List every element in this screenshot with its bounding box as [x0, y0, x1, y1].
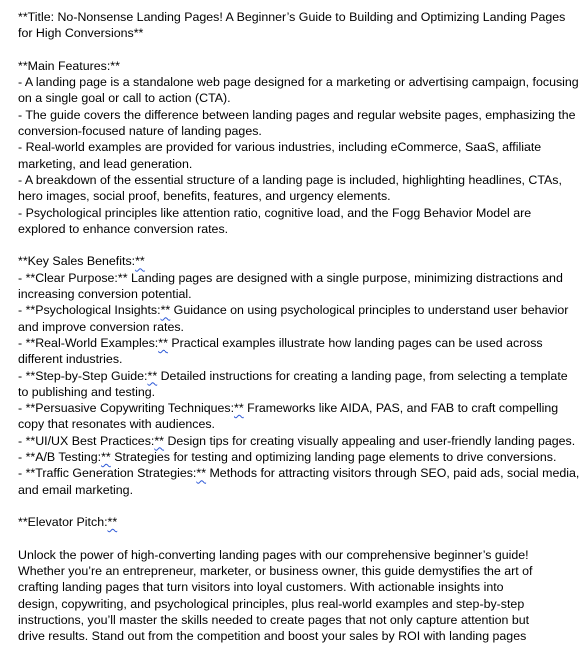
- pitch-line: crafting landing pages that turn visitors into loyal customers. With actionable insights into: [18, 580, 504, 595]
- spellcheck-flag[interactable]: **: [154, 433, 164, 448]
- benefit-text: Methods for attracting visitors through SEO, paid ads, social media, and email marketing.: [18, 466, 580, 497]
- main-features-section: [18, 58, 580, 237]
- key-benefits-heading-text: **Key Sales Benefits:: [18, 254, 136, 269]
- benefit-label: Clear Purpose:: [35, 270, 118, 285]
- benefit-text: Detailed instructions for creating a landing page, from selecting a template to publishing and testing.: [18, 368, 568, 399]
- pitch-line: Unlock the power of high-converting landing pages with our comprehensive beginner’s guide!: [18, 547, 529, 562]
- benefit-label: Persuasive Copywriting Techniques:: [35, 401, 235, 416]
- benefit-prefix: - **: [18, 270, 36, 285]
- main-feature-item: - Real-world examples are provided for various industries, including eCommerce, SaaS, affiliate marketing, and lead generation.: [18, 140, 542, 171]
- benefit-label: A/B Testing:: [35, 450, 102, 465]
- benefit-text: Guidance on using psychological principles to understand user behavior and improve conversion rates.: [18, 303, 569, 334]
- main-feature-item: - Psychological principles like attention ratio, cognitive load, and the Fogg Behavior Model are explored to enhance conversion rates.: [18, 205, 532, 236]
- main-feature-item: - A landing page is a standalone web page designed for a marketing or advertising campaign, focusing on a single goal or call to action (CTA).: [18, 75, 579, 106]
- spellcheck-flag[interactable]: **: [196, 466, 207, 481]
- benefit-prefix: - **: [18, 335, 36, 350]
- spellcheck-flag[interactable]: **: [160, 303, 171, 318]
- benefit-label: Step-by-Step Guide:: [35, 368, 148, 383]
- main-feature-item: - A breakdown of the essential structure of a landing page is included, highlighting headlines, CTAs, hero images, social proof, benefits, features, and urgency elements.: [18, 172, 562, 204]
- pitch-line: drive results. Stand out from the competition and boost your sales by ROI with landing pages: [18, 629, 527, 644]
- benefit-item: [18, 449, 580, 465]
- benefit-text: Strategies for testing and optimizing landing page elements to drive conversions.: [110, 450, 557, 465]
- key-benefits-section: [18, 253, 580, 497]
- spellcheck-flag[interactable]: **: [234, 401, 244, 416]
- spellcheck-flag[interactable]: **: [101, 450, 111, 465]
- benefit-prefix: - **: [18, 450, 36, 465]
- benefit-label: Real-World Examples:: [35, 335, 159, 350]
- main-features-heading: **Main Features:**: [18, 58, 120, 73]
- benefit-item: [18, 335, 580, 368]
- elevator-pitch-body: [18, 547, 580, 645]
- benefit-text: Frameworks like AIDA, PAS, and FAB to craft compelling copy that resonates with audiences.: [18, 401, 559, 432]
- spellcheck-flag[interactable]: **: [147, 368, 158, 383]
- benefit-text: Design tips for creating visually appealing and user-friendly landing pages.: [164, 433, 576, 448]
- benefit-text: Landing pages are designed with a single purpose, minimizing distractions and increasing conversion potential.: [18, 270, 563, 302]
- benefit-item: [18, 400, 580, 433]
- benefit-item: [18, 368, 580, 401]
- benefit-item: [18, 270, 580, 303]
- benefit-item: [18, 465, 580, 498]
- spellcheck-flag[interactable]: **: [107, 515, 118, 530]
- pitch-line: design, copywriting, and psychological principles, plus real-world examples and step-by-step: [18, 596, 525, 611]
- benefit-label: Traffic Generation Strategies:: [35, 466, 197, 481]
- benefit-item: [18, 302, 580, 335]
- spellcheck-flag[interactable]: **: [135, 254, 145, 269]
- document-title-line: **Title: No-Nonsense Landing Pages! A Beginner’s Guide to Building and Optimizing Landing Pages for High Conversions**: [18, 10, 566, 41]
- key-benefits-heading: [18, 253, 580, 269]
- benefit-prefix: - **: [18, 368, 36, 383]
- pitch-line: Whether you’re an entrepreneur, marketer, or business owner, this guide demystifies the art of: [18, 564, 533, 579]
- elevator-pitch-heading: [18, 514, 580, 530]
- main-feature-item: - The guide covers the difference between landing pages and regular website pages, emphasizing the conversion-focused nature of landing pages.: [18, 107, 576, 139]
- benefit-label: Psychological Insights:: [35, 303, 161, 318]
- benefit-prefix: - **: [18, 401, 36, 416]
- benefit-prefix: - **: [18, 303, 36, 318]
- document-body: [18, 9, 580, 661]
- benefit-prefix: - **: [18, 433, 36, 448]
- benefit-flag: **: [117, 270, 128, 285]
- benefit-text: Practical examples illustrate how landing pages can be used across different industries.: [18, 335, 543, 367]
- pitch-line: instructions, you’ll master the skills needed to create pages that not only capture attention but: [18, 612, 530, 627]
- benefit-item: [18, 433, 580, 449]
- benefit-label: UI/UX Best Practices:: [35, 433, 155, 448]
- spellcheck-flag[interactable]: **: [158, 335, 168, 350]
- benefit-prefix: - **: [18, 466, 36, 481]
- elevator-pitch-heading-text: **Elevator Pitch:: [18, 515, 108, 530]
